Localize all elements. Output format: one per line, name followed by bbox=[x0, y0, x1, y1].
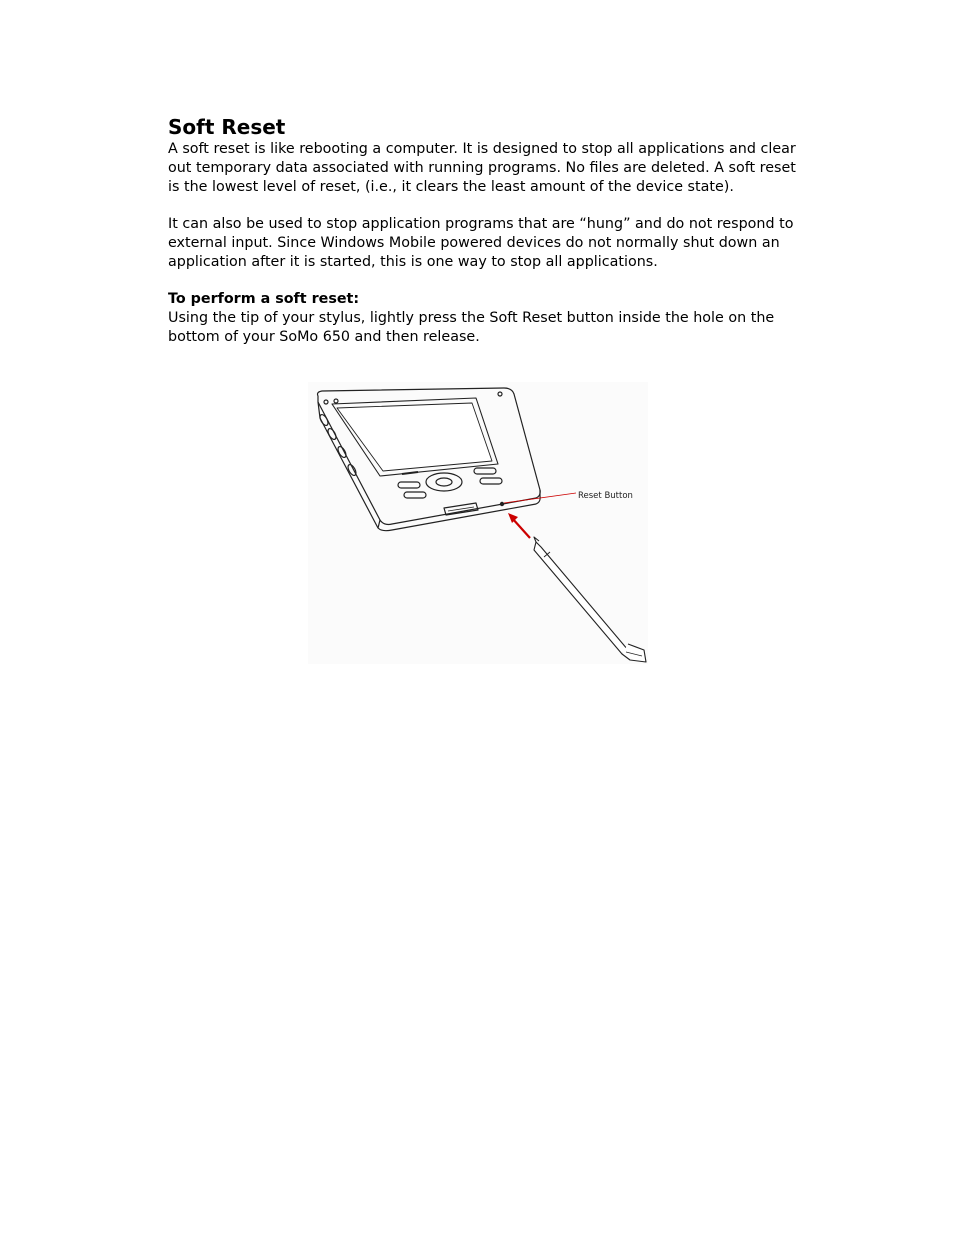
soft-reset-illustration bbox=[308, 382, 648, 664]
reset-hole-icon bbox=[500, 502, 503, 505]
procedure-text: Using the tip of your stylus, lightly press the Soft Reset button inside the hole on the bottom of your SoMo 650 and then release. bbox=[168, 310, 775, 345]
document-body bbox=[168, 114, 798, 347]
reset-button-label: Reset Button bbox=[578, 491, 633, 501]
device-stylus-drawing bbox=[308, 382, 648, 664]
paragraph-spacer bbox=[168, 272, 798, 291]
procedure-heading: To perform a soft reset: bbox=[168, 291, 360, 308]
section-title: Soft Reset bbox=[168, 115, 286, 139]
paragraph-spacer bbox=[168, 196, 798, 215]
paragraph-hung-apps: It can also be used to stop application programs that are “hung” and do not respond to external input. Since Windows Mobile powered devices do not normally shut down an application after it is started, this is one way to stop all applications. bbox=[168, 216, 794, 270]
paragraph-intro: A soft reset is like rebooting a computer. It is designed to stop all applications and clear out temporary data associated with running programs. No files are deleted. A soft reset is the lowest level of reset, (i.e., it clears the least amount of the device state). bbox=[168, 141, 796, 195]
